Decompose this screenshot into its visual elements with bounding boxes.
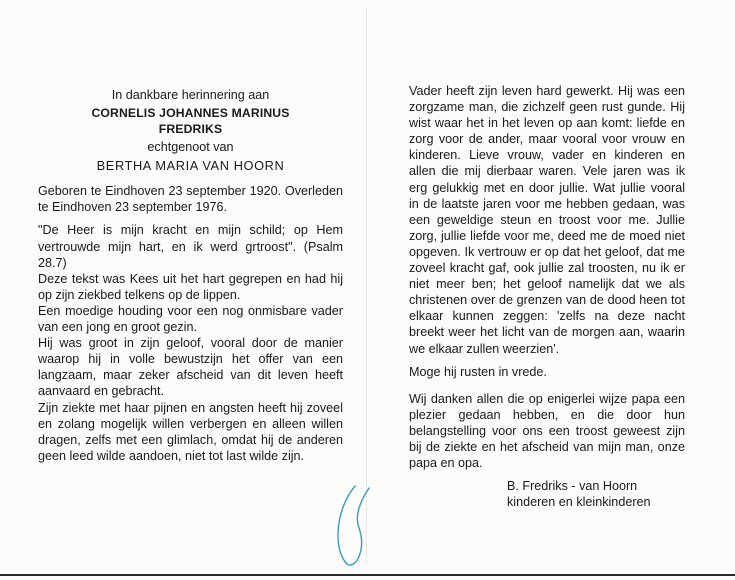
- spouse-label: echtgenoot van: [147, 140, 234, 155]
- signature-line1: B. Fredriks - van Hoorn: [507, 479, 638, 494]
- right-column: [409, 83, 685, 510]
- deceased-name-line2: FREDRIKS: [158, 121, 223, 136]
- paragraph-work: Vader heeft zijn leven hard gewerkt. Hij was een zorgzame man, die zichzelf geen rust gunde. Hij wist waar het in het leven op aan komt: liefde en zorg voor de ander, maar vooral voor vrouw en kinderen. Lieve vrouw, vader en kinderen en allen die mij dierbaar waren. Vele jaren was ik erg gelukkig met en door jullie. Wat jullie vooral in de laatste jaren voor me hebben gedaan, was een geweldige steun en troost voor me. Jullie zorg, jullie liefde voor me, deed me de moed niet opgeven. Ik vertrouw er op dat het geloof, dat me zoveel kracht gaf, ook jullie zal troosten, nu ik er niet meer ben; het geloof namelijk dat we als christenen over de grenzen van de dood heen tot elkaar kunnen zeggen: 'zelfs na deze nacht breekt weer het licht van de morgen aan, waarin we elkaar zullen weerzien'.: [409, 84, 685, 356]
- psalm-quote: "De Heer is mijn kracht en mijn schild; op Hem vertrouwde mijn hart, en ik werd grtroost". (Psalm 28.7): [38, 223, 343, 270]
- handwritten-mark-icon: [325, 480, 375, 570]
- thanks-paragraph: Wij danken allen die op enigerlei wijze papa een plezier gedaan hebben, en die door hun belangstelling voor ons een troost geweest zijn bij de ziekte en het afscheid van mijn man, onze papa en opa.: [409, 391, 685, 471]
- deceased-name-line1: CORNELIS JOHANNES MARINUS: [91, 106, 290, 121]
- paragraph-father: Een moedige houding voor een nog onmisbare vader van een jong en groot gezin.: [38, 303, 343, 335]
- rest-line: Moge hij rusten in vrede.: [409, 364, 547, 379]
- paragraph-faith: Hij was groot in zijn geloof, vooral door de manier waarop hij in volle bewustzijn het offer van een langzaam, maar zeker afscheid van dit leven heeft aanvaard en gebracht.: [38, 336, 343, 399]
- paragraph-illness: Zijn ziekte met haar pijnen en angsten heeft hij zoveel en zolang mogelijk willen verbergen en alleen willen dragen, zelfs met een glimlach, omdat hij de anderen geen leed wilde aandoen, niet tot last wilde zijn.: [38, 400, 343, 463]
- spouse-name: BERTHA MARIA VAN HOORN: [96, 158, 285, 174]
- paragraph-kees: Deze tekst was Kees uit het hart gegrepen en had hij op zijn ziekbed telkens op de lippen.: [38, 271, 343, 302]
- intro-line: In dankbare herinnering aan: [111, 88, 270, 102]
- left-column: [38, 87, 343, 464]
- birth-death-text: Geboren te Eindhoven 23 september 1920. Overleden te Eindhoven 23 september 1976.: [38, 184, 343, 215]
- bottom-edge: [0, 574, 735, 576]
- signature-line2: kinderen en kleinkinderen: [507, 495, 651, 510]
